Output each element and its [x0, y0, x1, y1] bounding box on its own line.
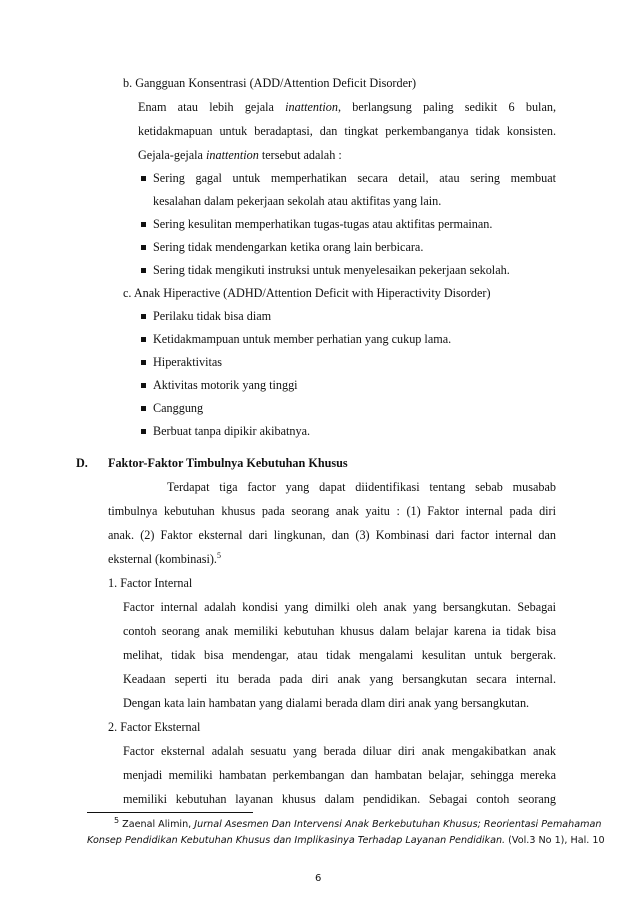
item-1-title: 1. Factor Internal [108, 576, 193, 590]
footnote-separator [87, 812, 253, 813]
item-1-text-line: Keadaan seperti itu berada pada diri anak yang bersangkutan secara internal. [123, 672, 556, 686]
item-1-text-line: Factor internal adalah kondisi yang dimilki oleh anak yang bersangkutan. Sebagai [123, 600, 556, 614]
bullet-text: Ketidakmampuan untuk member perhatian yang cukup lama. [153, 332, 452, 346]
bullet-icon [141, 429, 146, 434]
bullet-text: Sering gagal untuk memperhatikan secara detail, atau sering membuat [153, 171, 556, 185]
bullet-text: Sering tidak mendengarkan ketika orang lain berbicara. [153, 240, 424, 254]
item-1-text-line: melihat, tidak bisa mendengar, atau tidak mengalami kesulitan untuk bergerak. [123, 648, 556, 662]
item-2-text-line: menjadi memiliki hambatan perkembangan dan hambatan belajar, sehingga mereka [123, 768, 556, 782]
section-d-paragraph-line: timbulnya kebutuhan khusus pada seorang anak yaitu : (1) Faktor internal pada diri [108, 504, 556, 518]
bullet-text: Hiperaktivitas [153, 355, 223, 369]
bullet-icon [141, 245, 146, 250]
bullet-icon [141, 337, 146, 342]
bullet-text: Sering kesulitan memperhatikan tugas-tugas atau aktifitas permainan. [153, 217, 493, 231]
bullet-text: Canggung [153, 401, 204, 415]
item-2-text-line: memiliki kebutuhan layanan khusus dalam pendidikan. Sebagai contoh seorang [123, 792, 556, 806]
bullet-icon [141, 406, 146, 411]
item-2-text-line: Factor eksternal adalah sesuatu yang berada diluar diri anak mengakibatkan anak [123, 744, 556, 758]
bullet-icon [141, 222, 146, 227]
bullet-text: Sering tidak mengikuti instruksi untuk menyelesaikan pekerjaan sekolah. [153, 263, 510, 277]
bullet-icon [141, 360, 146, 365]
section-b-paragraph-line: Enam atau lebih gejala inattention, berlangsung paling sedikit 6 bulan, [138, 100, 556, 114]
bullet-icon [141, 383, 146, 388]
section-b-heading: b. Gangguan Konsentrasi (ADD/Attention Deficit Disorder) [123, 76, 417, 90]
section-b-paragraph-line: Gejala-gejala inattention tersebut adalah : [138, 148, 342, 162]
footnote-line-2: Konsep Pendidikan Kebutuhan Khusus dan Implikasinya Terhadap Layanan Pendidikan. (Vol.3 No 1), Hal. 10 [87, 835, 605, 846]
section-d-letter: D. [76, 456, 88, 470]
page-number: 6 [315, 873, 322, 884]
bullet-text-continuation: kesalahan dalam pekerjaan sekolah atau aktifitas yang lain. [153, 194, 442, 208]
bullet-icon [141, 314, 146, 319]
item-2-title: 2. Factor Eksternal [108, 720, 201, 734]
section-d-title: Faktor-Faktor Timbulnya Kebutuhan Khusus [108, 456, 348, 470]
bullet-icon [141, 268, 146, 273]
section-b-paragraph-line: ketidakmapuan untuk beradaptasi, dan tingkat perkembanganya tidak konsisten. [138, 124, 556, 138]
footnote-number: 5 [114, 815, 120, 825]
bullet-icon [141, 176, 146, 181]
item-1-text-line: contoh seorang anak memiliki kebutuhan khusus dalam belajar karena ia tidak bisa [123, 624, 556, 638]
bullet-text: Perilaku tidak bisa diam [153, 309, 272, 323]
footnote-reference: 5 [216, 550, 221, 560]
section-d-paragraph-line: Terdapat tiga factor yang dapat diidentifikasi tentang sebab musabab [167, 480, 556, 494]
item-1-text-line: Dengan kata lain hambatan yang dialami berada dlam diri anak yang bersangkutan. [123, 696, 530, 710]
section-d-paragraph-line: anak. (2) Faktor eksternal dari lingkunan, dan (3) Kombinasi dari factor internal dan [108, 528, 556, 542]
footnote-line-1: $^5$ Zaenal Alimin, Jurnal Asesmen Dan Intervensi Anak Berkebutuhan Khusus; Reorientasi Pemahaman [114, 815, 602, 830]
section-d-paragraph-line: eksternal (kombinasi).$^5$ [108, 550, 221, 566]
bullet-text: Berbuat tanpa dipikir akibatnya. [153, 424, 311, 438]
section-c-heading: c. Anak Hiperactive (ADHD/Attention Deficit with Hiperactivity Disorder) [123, 286, 491, 300]
bullet-text: Aktivitas motorik yang tinggi [153, 378, 298, 392]
